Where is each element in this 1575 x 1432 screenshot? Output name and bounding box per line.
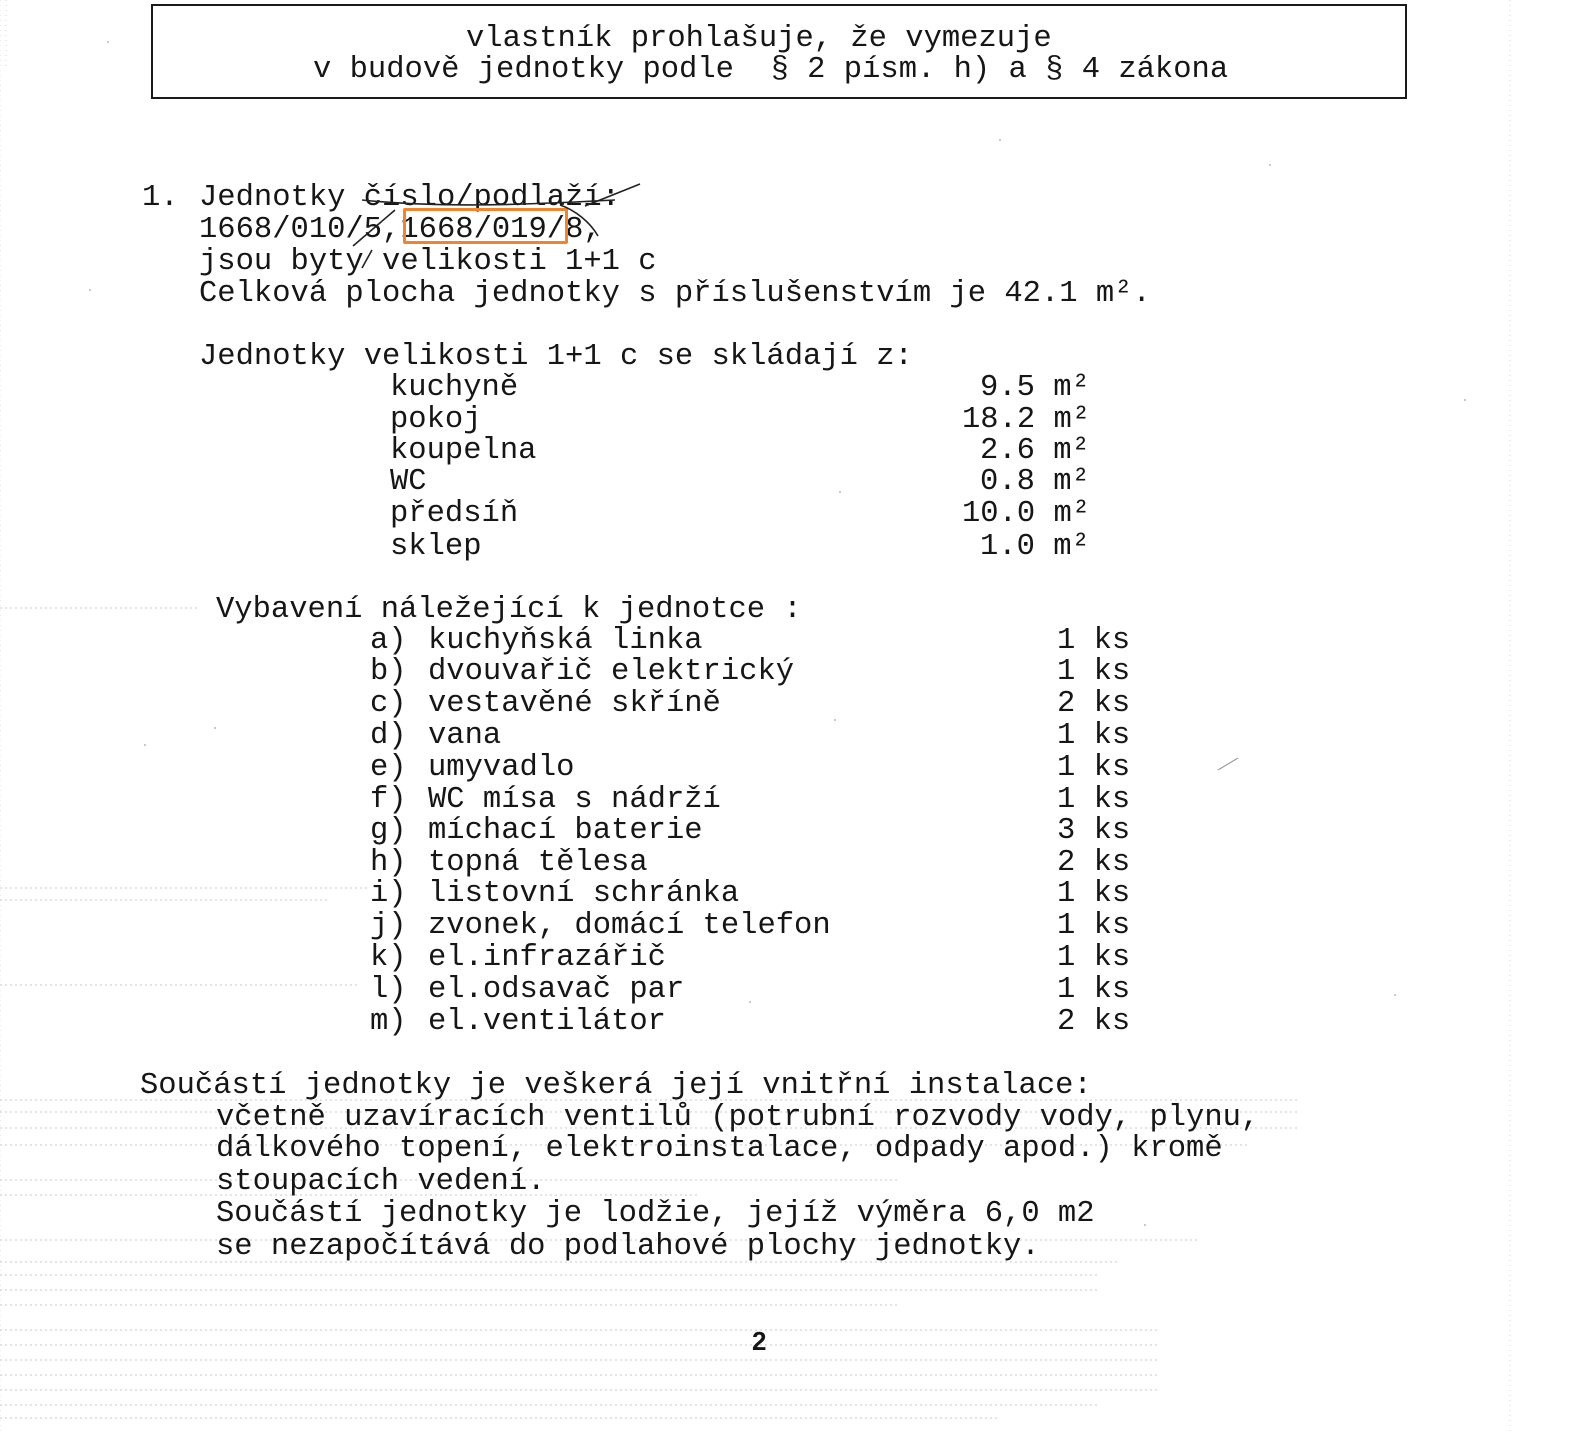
equipment-qty: 1 ks bbox=[1057, 655, 1131, 689]
equipment-label: f) bbox=[370, 783, 407, 817]
unit-floor-second: /8 bbox=[546, 213, 584, 247]
equipment-label: c) bbox=[370, 687, 407, 721]
unit-floor-first: 5 bbox=[363, 213, 383, 247]
room-area: 9.5 m² bbox=[980, 371, 1090, 405]
installation-line-6: se nezapočítává do podlahové plochy jednotky. bbox=[216, 1230, 1040, 1264]
total-area-line: Celková plocha jednotky s příslušenstvím je 42.1 m². bbox=[199, 277, 1151, 311]
equipment-name: listovní schránka bbox=[428, 877, 740, 911]
equipment-qty: 1 ks bbox=[1057, 909, 1131, 943]
equipment-label: m) bbox=[370, 1005, 407, 1039]
section-title: Jednotky číslo/podlaží: bbox=[199, 181, 620, 215]
equipment-qty: 3 ks bbox=[1057, 814, 1131, 848]
equipment-label: g) bbox=[370, 814, 407, 848]
room-area: 1.0 m² bbox=[980, 530, 1090, 564]
equipment-qty: 2 ks bbox=[1057, 1005, 1131, 1039]
equipment-label: e) bbox=[370, 751, 407, 785]
equipment-name: WC mísa s nádrží bbox=[428, 783, 721, 817]
equipment-qty: 2 ks bbox=[1057, 687, 1131, 721]
equipment-name: míchací baterie bbox=[428, 814, 703, 848]
equipment-label: d) bbox=[370, 719, 407, 753]
equipment-qty: 1 ks bbox=[1057, 624, 1131, 658]
equipment-label: j) bbox=[370, 909, 407, 943]
installation-line-5: Součástí jednotky je lodžie, jejíž výměra 6,0 m2 bbox=[216, 1197, 1095, 1231]
section-number: 1. bbox=[142, 181, 179, 215]
room-name: kuchyně bbox=[390, 371, 519, 405]
equipment-intro: Vybavení náležející k jednotce : bbox=[216, 593, 802, 627]
equipment-name: umyvadlo bbox=[428, 751, 575, 785]
equipment-qty: 2 ks bbox=[1057, 846, 1131, 880]
unit-separator: , bbox=[382, 213, 401, 247]
equipment-qty: 1 ks bbox=[1057, 783, 1131, 817]
room-area: 18.2 m² bbox=[962, 403, 1091, 437]
header-line-2: v budově jednotky podle § 2 písm. h) a § 4 zákona bbox=[313, 53, 1229, 87]
equipment-label: l) bbox=[370, 973, 407, 1007]
equipment-label: k) bbox=[370, 941, 407, 975]
room-name: sklep bbox=[390, 530, 482, 564]
equipment-name: vestavěné skříně bbox=[428, 687, 721, 721]
equipment-label: b) bbox=[370, 655, 407, 689]
installation-line-3: dálkového topení, elektroinstalace, odpady apod.) kromě bbox=[216, 1132, 1223, 1166]
room-name: pokoj bbox=[390, 403, 482, 437]
equipment-label: i) bbox=[370, 877, 407, 911]
unit-highlight-box bbox=[403, 208, 568, 244]
equipment-name: kuchyňská linka bbox=[428, 624, 703, 658]
equipment-label: a) bbox=[370, 624, 407, 658]
unit-number-first: 1668/010/ bbox=[199, 213, 364, 247]
installation-line-4: stoupacích vedení. bbox=[216, 1165, 546, 1199]
equipment-label: h) bbox=[370, 846, 407, 880]
room-name: WC bbox=[390, 465, 427, 499]
room-area: 0.8 m² bbox=[980, 465, 1090, 499]
rooms-intro: Jednotky velikosti 1+1 c se skládají z: bbox=[199, 340, 913, 374]
equipment-name: el.odsavač par bbox=[428, 973, 685, 1007]
unit-type-line: jsou byty velikosti 1+1 c bbox=[199, 245, 657, 279]
equipment-name: vana bbox=[428, 719, 502, 753]
room-area: 2.6 m² bbox=[980, 434, 1090, 468]
equipment-name: dvouvařič elektrický bbox=[428, 655, 795, 689]
equipment-name: topná tělesa bbox=[428, 846, 648, 880]
header-line-1: vlastník prohlašuje, že vymezuje bbox=[466, 22, 1052, 56]
equipment-name: el.infrazářič bbox=[428, 941, 666, 975]
installation-line-1: Součástí jednotky je veškerá její vnitřní instalace: bbox=[140, 1069, 1092, 1103]
unit-line-end: , bbox=[583, 213, 602, 247]
equipment-name: el.ventilátor bbox=[428, 1005, 666, 1039]
equipment-name: zvonek, domácí telefon bbox=[428, 909, 831, 943]
room-area: 10.0 m² bbox=[962, 497, 1091, 531]
room-name: předsíň bbox=[390, 497, 519, 531]
equipment-qty: 1 ks bbox=[1057, 719, 1131, 753]
equipment-qty: 1 ks bbox=[1057, 751, 1131, 785]
room-name: koupelna bbox=[390, 434, 537, 468]
equipment-qty: 1 ks bbox=[1057, 877, 1131, 911]
equipment-qty: 1 ks bbox=[1057, 941, 1131, 975]
equipment-qty: 1 ks bbox=[1057, 973, 1131, 1007]
unit-number-second: 1668/019 bbox=[400, 213, 547, 247]
installation-line-2: včetně uzavíracích ventilů (potrubní rozvody vody, plynu, bbox=[216, 1101, 1260, 1135]
page-number: 2 bbox=[752, 1326, 767, 1356]
